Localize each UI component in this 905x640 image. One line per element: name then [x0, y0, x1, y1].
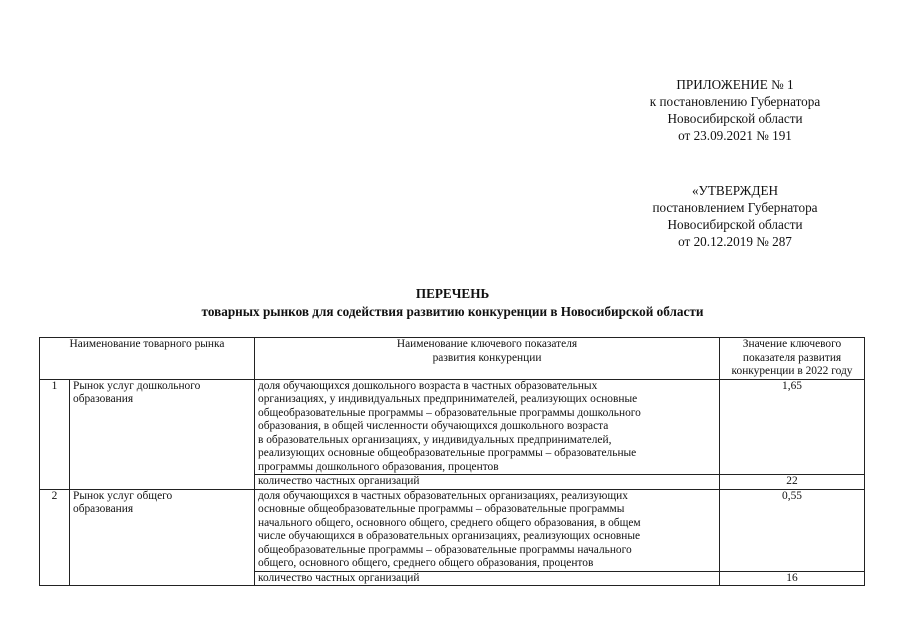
table-header-row — [40, 338, 865, 380]
indicator-share: доля обучающихся в частных образовательных организациях, реализующих основные общеобразовательные программы – образовательные программы начального общего, основного общего, среднего общего образования, в общем числе обучающихся в образовательных организациях, реализующих основные общеобразовательные программы – образовательные программы начального общего, основного общего, среднего общего образования, процентов — [255, 489, 720, 571]
market-name: Рынок услуг дошкольного образования — [70, 379, 255, 489]
approved-header — [600, 182, 870, 250]
market-name: Рынок услуг общего образования — [70, 489, 255, 586]
appendix-line: к постановлению Губернатора — [649, 94, 821, 109]
header-indicator: Наименование ключевого показателя развития конкуренции — [255, 338, 720, 380]
row-number: 1 — [40, 379, 70, 489]
table-row — [40, 379, 865, 475]
indicator-share: доля обучающихся дошкольного возраста в частных образовательных организациях, у индивидуальных предпринимателей, реализующих основные общеобразовательные программы – образовательные программы дошкольного образования, в общей численности обучающихся дошкольного возраста в образовательных организациях, у индивидуальных предпринимателей, реализующих основные общеобразовательные программы – образовательные программы дошкольного образования, процентов — [255, 379, 720, 475]
approved-title: «УТВЕРЖДЕН — [691, 183, 779, 198]
row-number: 2 — [40, 489, 70, 586]
markets-table — [39, 337, 865, 586]
indicator-value: 16 — [720, 571, 865, 586]
header-value: Значение ключевого показателя развития конкуренции в 2022 году — [720, 338, 865, 380]
document-title — [0, 285, 905, 321]
appendix-header — [600, 76, 870, 144]
indicator-count: количество частных организаций — [255, 475, 720, 490]
indicator-value: 22 — [720, 475, 865, 490]
title-line: ПЕРЕЧЕНЬ — [415, 286, 490, 301]
approved-line: постановлением Губернатора — [652, 200, 818, 215]
approved-date: от 20.12.2019 № 287 — [678, 234, 792, 249]
approved-line: Новосибирской области — [667, 217, 803, 232]
appendix-line: Новосибирской области — [667, 111, 803, 126]
indicator-value: 0,55 — [720, 489, 865, 571]
indicator-value: 1,65 — [720, 379, 865, 475]
table-row — [40, 489, 865, 571]
appendix-title: ПРИЛОЖЕНИЕ № 1 — [676, 77, 794, 92]
title-subline: товарных рынков для содействия развитию конкуренции в Новосибирской области — [201, 304, 704, 319]
appendix-date: от 23.09.2021 № 191 — [678, 128, 792, 143]
header-market: Наименование товарного рынка — [40, 338, 255, 380]
indicator-count: количество частных организаций — [255, 571, 720, 586]
